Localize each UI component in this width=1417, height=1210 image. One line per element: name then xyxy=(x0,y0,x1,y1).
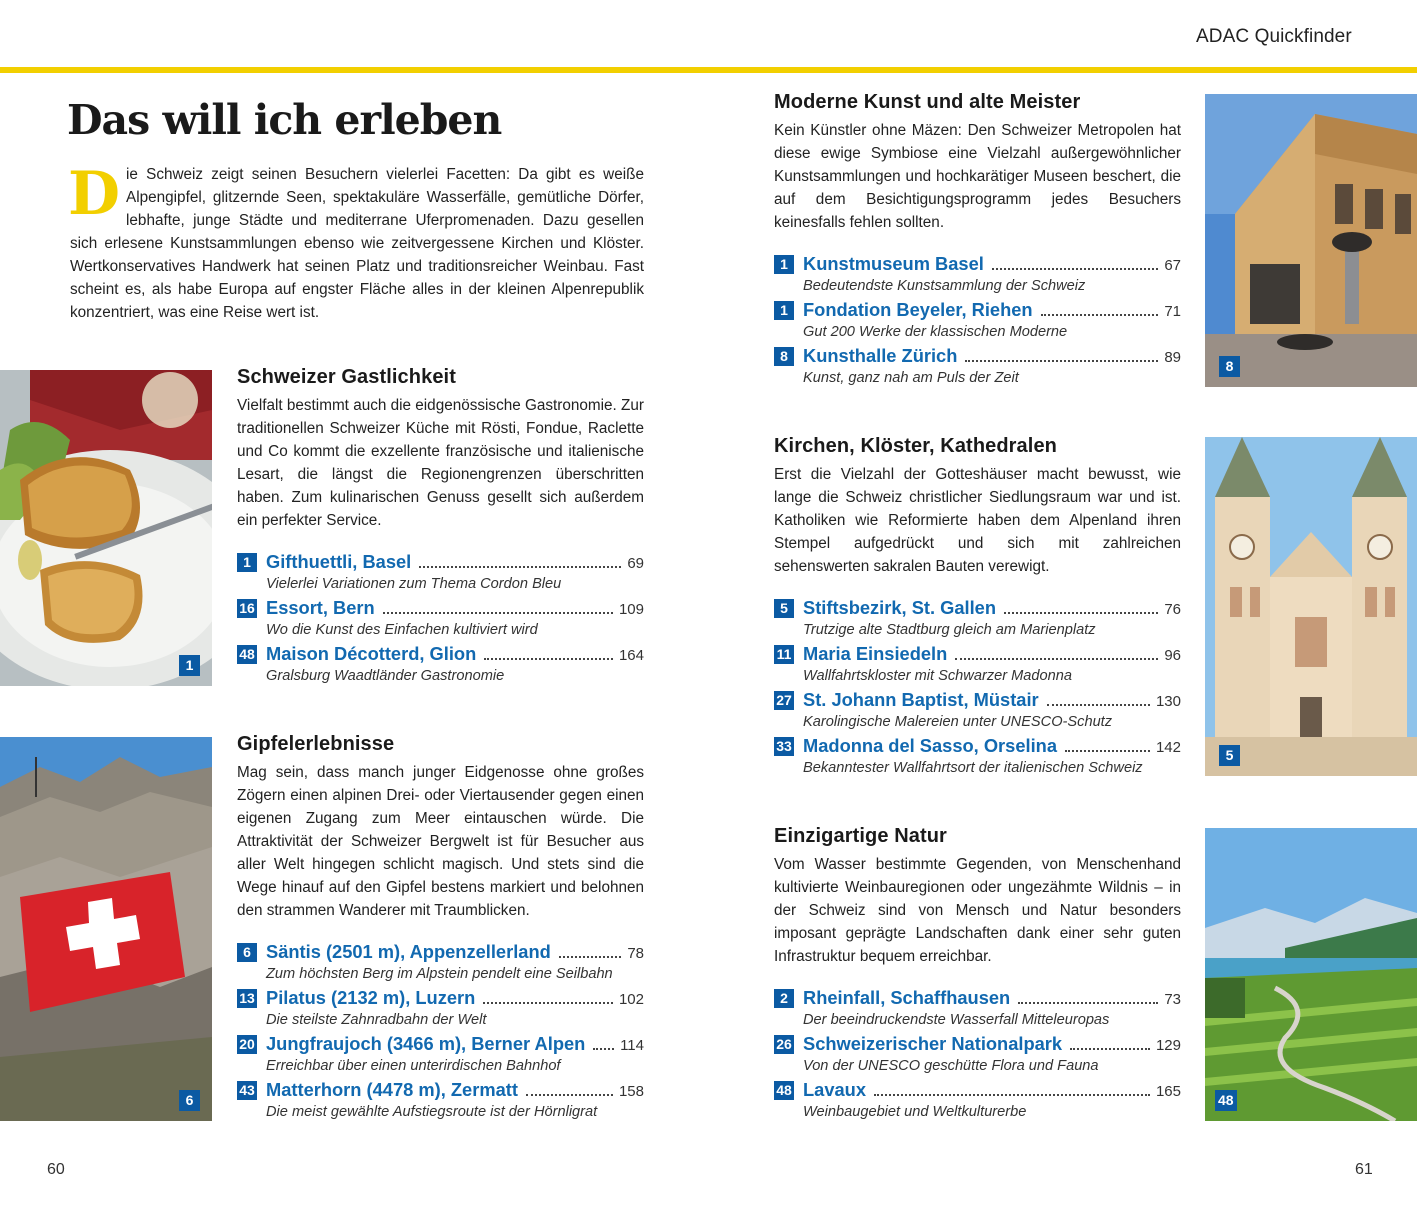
entry-number: 48 xyxy=(774,1081,794,1100)
entry-number: 5 xyxy=(774,599,794,618)
photo-badge: 8 xyxy=(1219,356,1240,377)
cathedral-illustration xyxy=(1205,437,1417,776)
photo-badge: 1 xyxy=(179,655,200,676)
entry-number: 1 xyxy=(237,553,257,572)
page-number-left: 60 xyxy=(47,1161,65,1178)
list-item[interactable] xyxy=(237,941,644,987)
drop-cap: D xyxy=(68,159,121,229)
photo-badge: 6 xyxy=(179,1090,200,1111)
entry-link[interactable]: Fondation Beyeler, Riehen xyxy=(803,299,1033,320)
page-ref: 129 xyxy=(1155,1037,1181,1054)
photo-mountain xyxy=(0,737,212,1121)
leader-dots xyxy=(483,1002,613,1004)
entry-link[interactable]: Essort, Bern xyxy=(266,597,375,618)
photo-gastronomy xyxy=(0,370,212,686)
photo-vineyards xyxy=(1205,828,1417,1121)
entry-number: 33 xyxy=(774,737,794,756)
entry-link[interactable]: Pilatus (2132 m), Luzern xyxy=(266,987,476,1008)
leader-dots xyxy=(965,360,1158,362)
leader-dots xyxy=(955,658,1158,660)
entry-number: 1 xyxy=(774,255,794,274)
entry-description: Erreichbar über einen unterirdischen Bahnhof xyxy=(266,1058,561,1074)
entry-description: Von der UNESCO geschütte Flora und Fauna xyxy=(803,1058,1099,1074)
leader-dots xyxy=(992,268,1158,270)
list-item[interactable] xyxy=(774,253,1181,299)
food-illustration xyxy=(0,370,212,686)
list-item[interactable] xyxy=(774,987,1181,1033)
entry-link[interactable]: Kunsthalle Zürich xyxy=(803,345,958,366)
section-body: Mag sein, dass manch junger Eidgenosse ohne großes Zögern einen alpinen Drei- oder Viertausender gegen einen eigenen Zugang zum Meer eintauschen würde. Die Attraktivität der Schweizer Bergwelt ist für Besucher aus aller Welt hingegen schlicht magisch. Und stets sind die Wege hinauf auf den Gipfel bestens markiert und belohnen den strammen Wanderer mit Traumblicken. xyxy=(237,764,644,919)
entry-number: 16 xyxy=(237,599,257,618)
entry-list xyxy=(237,941,644,1125)
entry-description: Zum höchsten Berg im Alpstein pendelt eine Seilbahn xyxy=(266,966,613,982)
list-item[interactable] xyxy=(774,299,1181,345)
entry-link[interactable]: Lavaux xyxy=(803,1079,867,1100)
list-item[interactable] xyxy=(774,345,1181,391)
entry-link[interactable]: Stiftsbezirk, St. Gallen xyxy=(803,597,997,618)
entry-description: Karolingische Malereien unter UNESCO-Schutz xyxy=(803,714,1113,730)
section-title: Einzigartige Natur xyxy=(774,825,947,847)
entry-link[interactable]: Säntis (2501 m), Appenzellerland xyxy=(266,941,551,962)
entry-link[interactable]: Matterhorn (4478 m), Zermatt xyxy=(266,1079,518,1100)
list-item[interactable] xyxy=(237,1033,644,1079)
entry-number: 48 xyxy=(237,645,257,664)
entry-link[interactable]: Rheinfall, Schaffhausen xyxy=(803,987,1011,1008)
entry-description: Die meist gewählte Aufstiegsroute ist der Hörnligrat xyxy=(266,1104,598,1120)
list-item[interactable] xyxy=(237,597,644,643)
section-body: Erst die Vielzahl der Gotteshäuser macht bewusst, wie lange die Schweiz christlicher Siedlungsraum war und ist. Katholiken wie Reformierte haben dem Alpenland ihren Stempel aufgedrückt und sich mit zahlreichen sehenswerten sakralen Bauten verewigt. xyxy=(774,466,1181,575)
list-item[interactable] xyxy=(774,1033,1181,1079)
entry-number: 2 xyxy=(774,989,794,1008)
list-item[interactable] xyxy=(774,643,1181,689)
leader-dots xyxy=(484,658,613,660)
photo-badge: 5 xyxy=(1219,745,1240,766)
section-title: Gipfelerlebnisse xyxy=(237,733,395,755)
leader-dots xyxy=(419,566,621,568)
leader-dots xyxy=(1004,612,1158,614)
page-title: Das will ich erleben xyxy=(67,96,502,144)
leader-dots xyxy=(1041,314,1159,316)
section-natur xyxy=(774,825,1181,1125)
list-item[interactable] xyxy=(237,643,644,689)
entry-description: Wo die Kunst des Einfachen kultiviert wird xyxy=(266,622,538,638)
entry-description: Der beeindruckendste Wasserfall Mitteleuropas xyxy=(803,1012,1110,1028)
page-ref: 114 xyxy=(620,1037,644,1054)
page-ref: 73 xyxy=(1164,991,1181,1008)
entry-link[interactable]: Maria Einsiedeln xyxy=(803,643,948,664)
intro-text: ie Schweiz zeigt seinen Besuchern vielerlei Facetten: Da gibt es weiße Alpengipfel, glitzernde Seen, spektakuläre Wasserfälle, gemütliche Dörfer, lebhafte, junge Städte und mediterrane Uferpromenaden. Dazu gesellen sich erlesene Kunstsammlungen ebenso wie zeitvergessene Kirchen und Klöster. Wertkonservatives Handwerk hat seinen Platz und traditionsreicher Weinbau. Fast scheint es, als habe Europa auf engster Fläche alles in der kleinen Alpenrepublik konzentriert, was eine Reise wert ist. xyxy=(70,166,644,321)
leader-dots xyxy=(383,612,613,614)
entry-list xyxy=(774,253,1181,391)
entry-number: 20 xyxy=(237,1035,257,1054)
entry-description: Bekanntester Wallfahrtsort der italienischen Schweiz xyxy=(803,760,1143,776)
page-ref: 89 xyxy=(1164,349,1181,366)
entry-link[interactable]: Kunstmuseum Basel xyxy=(803,253,984,274)
leader-dots xyxy=(559,956,622,958)
entry-description: Bedeutendste Kunstsammlung der Schweiz xyxy=(803,278,1086,294)
page-ref: 71 xyxy=(1164,303,1181,320)
entry-list xyxy=(774,597,1181,781)
leader-dots xyxy=(874,1094,1150,1096)
section-body: Vom Wasser bestimmte Gegenden, von Menschenhand kultivierte Weinbauregionen oder ungezähmte Wildnis – in der Schweiz sind von Mensch und Natur besonders imposant geprägte Landschaften dank einer sehr guten Infrastruktur bequem erreichbar. xyxy=(774,856,1181,965)
entry-list xyxy=(774,987,1181,1125)
entry-description: Die steilste Zahnradbahn der Welt xyxy=(266,1012,487,1028)
page-ref: 109 xyxy=(618,601,644,618)
page-ref: 69 xyxy=(627,555,644,572)
leader-dots xyxy=(593,1048,614,1050)
vineyard-illustration xyxy=(1205,828,1417,1121)
entry-description: Gralsburg Waadtländer Gastronomie xyxy=(266,668,505,684)
section-gastlichkeit xyxy=(237,366,644,689)
entry-link[interactable]: Jungfraujoch (3466 m), Berner Alpen xyxy=(266,1033,586,1054)
section-title: Kirchen, Klöster, Kathedralen xyxy=(774,435,1057,457)
entry-link[interactable]: St. Johann Baptist, Müstair xyxy=(803,689,1039,710)
section-title: Moderne Kunst und alte Meister xyxy=(774,91,1081,113)
photo-museum xyxy=(1205,94,1417,387)
list-item[interactable] xyxy=(237,1079,644,1125)
entry-number: 26 xyxy=(774,1035,794,1054)
section-title: Schweizer Gastlichkeit xyxy=(237,366,456,388)
entry-number: 27 xyxy=(774,691,794,710)
page-ref: 96 xyxy=(1164,647,1181,664)
photo-badge: 48 xyxy=(1215,1090,1237,1111)
entry-number: 13 xyxy=(237,989,257,1008)
yellow-rule xyxy=(0,67,1417,73)
entry-link[interactable]: Maison Décotterd, Glion xyxy=(266,643,477,664)
entry-link[interactable]: Gifthuettli, Basel xyxy=(266,551,412,572)
section-body: Kein Künstler ohne Mäzen: Den Schweizer Metropolen hat diese ewige Symbiose eine Vielzahl außergewöhnlicher Kunstsammlungen und hochkarätiger Museen beschert, die auf dem Besichtigungsprogramm jedes Besuchers keinesfalls fehlen sollten. xyxy=(774,122,1181,231)
entry-link[interactable]: Madonna del Sasso, Orselina xyxy=(803,735,1057,756)
entry-number: 6 xyxy=(237,943,257,962)
entry-list xyxy=(237,551,644,689)
page-ref: 78 xyxy=(627,945,644,962)
list-item[interactable] xyxy=(237,987,644,1033)
intro-paragraph xyxy=(68,159,644,324)
entry-description: Gut 200 Werke der klassischen Moderne xyxy=(803,324,1068,340)
header-label: ADAC Quickfinder xyxy=(1196,26,1352,47)
page-ref: 165 xyxy=(1155,1083,1181,1100)
page-ref: 164 xyxy=(618,647,644,664)
list-item[interactable] xyxy=(237,551,644,597)
entry-number: 1 xyxy=(774,301,794,320)
entry-link[interactable]: Schweizerischer Nationalpark xyxy=(803,1033,1063,1054)
page-number-right: 61 xyxy=(1355,1161,1373,1178)
page-ref: 142 xyxy=(1155,739,1181,756)
entry-description: Trutzige alte Stadtburg gleich am Marienplatz xyxy=(803,622,1096,638)
section-body: Vielfalt bestimmt auch die eidgenössische Gastronomie. Zur traditionellen Schweizer Küche mit Rösti, Fondue, Raclette und Co kommt die exzellente französische und italienische Lesart, die längst die Regionengrenzen überschritten haben. Zum kulinarischen Genuss gesellt sich außerdem ein perfekter Service. xyxy=(237,397,644,529)
entry-number: 11 xyxy=(774,645,794,664)
entry-number: 43 xyxy=(237,1081,257,1100)
page-ref: 76 xyxy=(1164,601,1181,618)
leader-dots xyxy=(1070,1048,1150,1050)
page-ref: 130 xyxy=(1155,693,1181,710)
leader-dots xyxy=(1018,1002,1158,1004)
photo-cathedral xyxy=(1205,437,1417,776)
list-item[interactable] xyxy=(774,597,1181,643)
leader-dots xyxy=(1047,704,1150,706)
list-item[interactable] xyxy=(774,1079,1181,1125)
page-ref: 67 xyxy=(1164,257,1181,274)
leader-dots xyxy=(1065,750,1150,752)
list-item[interactable] xyxy=(774,689,1181,735)
entry-description: Wallfahrtskloster mit Schwarzer Madonna xyxy=(803,668,1073,684)
list-item[interactable] xyxy=(774,735,1181,781)
section-kunst xyxy=(774,91,1181,391)
entry-description: Weinbaugebiet und Weltkulturerbe xyxy=(803,1104,1027,1120)
mountain-illustration xyxy=(0,737,212,1121)
entry-description: Vielerlei Variationen zum Thema Cordon Bleu xyxy=(266,576,562,592)
section-gipfelerlebnisse xyxy=(237,733,644,1125)
section-kirchen xyxy=(774,435,1181,781)
entry-number: 8 xyxy=(774,347,794,366)
museum-illustration xyxy=(1205,94,1417,387)
page-ref: 102 xyxy=(618,991,644,1008)
leader-dots xyxy=(526,1094,613,1096)
page-ref: 158 xyxy=(618,1083,644,1100)
entry-description: Kunst, ganz nah am Puls der Zeit xyxy=(803,370,1019,386)
